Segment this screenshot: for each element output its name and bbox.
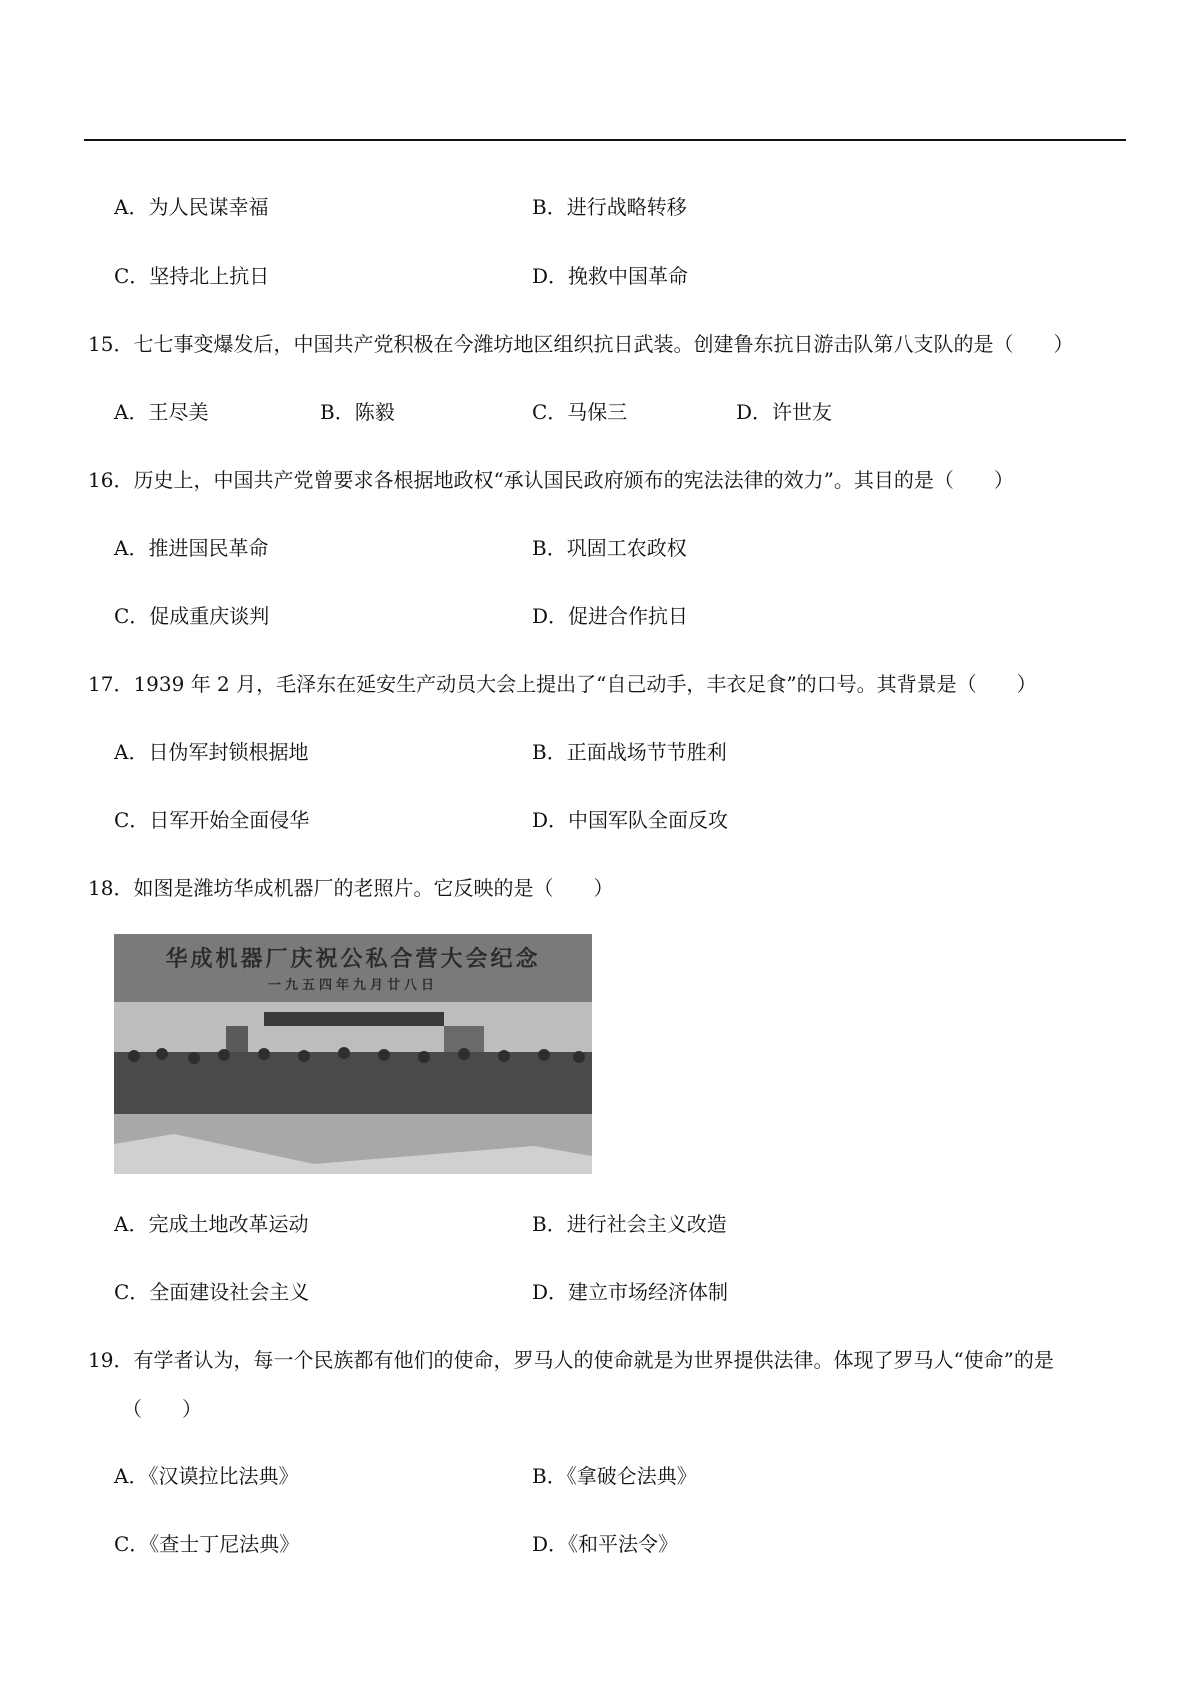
q19-stem: 19．有学者认为，每一个民族都有他们的使命，罗马人的使命就是为世界提供法律。体现了罗马人“使命”的是	[88, 1348, 1054, 1372]
q16-option-a: A．推进国民革命	[114, 536, 269, 560]
photo-scene	[114, 934, 592, 1174]
q19-option-d: D．《和平法令》	[532, 1532, 679, 1556]
q15-option-a: A．王尽美	[114, 400, 209, 424]
q18-option-a: A．完成土地改革运动	[114, 1212, 309, 1236]
q17-option-c: C．日军开始全面侵华	[114, 808, 310, 832]
q18-option-b: B．进行社会主义改造	[532, 1212, 727, 1236]
photo-banner-date: 一九五四年九月廿八日	[267, 978, 438, 993]
q15-stem: 15．七七事变爆发后，中国共产党积极在今潍坊地区组织抗日武装。创建鲁东抗日游击队第八支队的是（ ）	[88, 332, 1074, 356]
q14-option-b: B．进行战略转移	[532, 195, 687, 219]
q15-option-d: D．许世友	[736, 400, 833, 424]
q18-stem: 18．如图是潍坊华成机器厂的老照片。它反映的是（ ）	[88, 876, 614, 900]
q19-option-c: C．《查士丁尼法典》	[114, 1532, 300, 1556]
photo-banner-title: 华成机器厂庆祝公私合营大会纪念	[165, 946, 541, 972]
q14-option-c: C．坚持北上抗日	[114, 264, 270, 288]
q14-option-a: A．为人民谋幸福	[114, 195, 269, 219]
q15-option-b: B．陈毅	[320, 400, 395, 424]
q16-stem: 16．历史上，中国共产党曾要求各根据地政权“承认国民政府颁布的宪法法律的效力”。其目的是（ ）	[88, 468, 1014, 492]
q19-stem-blank: （ ）	[122, 1397, 202, 1421]
q15-option-c: C．马保三	[532, 400, 628, 424]
factory-photo	[114, 934, 592, 1174]
q16-option-c: C．促成重庆谈判	[114, 604, 270, 628]
q14-option-d: D．挽救中国革命	[532, 264, 689, 288]
q16-option-d: D．促进合作抗日	[532, 604, 689, 628]
q18-option-d: D．建立市场经济体制	[532, 1280, 729, 1304]
q17-stem: 17．1939 年 2 月，毛泽东在延安生产动员大会上提出了“自己动手，丰衣足食”的口号。其背景是（ ）	[88, 672, 1037, 696]
q17-option-a: A．日伪军封锁根据地	[114, 740, 309, 764]
q16-option-b: B．巩固工农政权	[532, 536, 687, 560]
q19-option-b: B．《拿破仑法典》	[532, 1464, 697, 1488]
header-rule	[84, 139, 1126, 141]
q18-option-c: C．全面建设社会主义	[114, 1280, 310, 1304]
q17-option-b: B．正面战场节节胜利	[532, 740, 727, 764]
q17-option-d: D．中国军队全面反攻	[532, 808, 729, 832]
q19-option-a: A．《汉谟拉比法典》	[114, 1464, 299, 1488]
